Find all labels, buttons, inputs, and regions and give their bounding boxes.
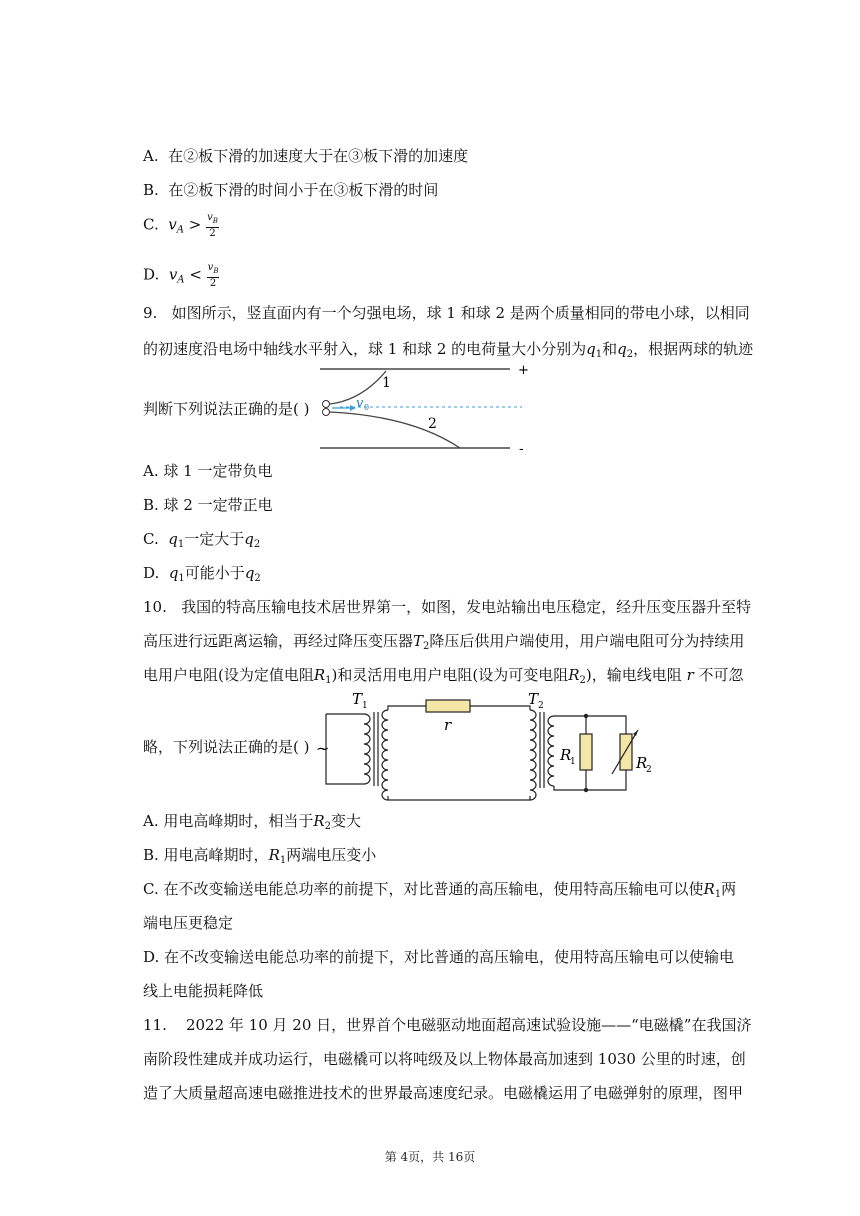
positive-plate-label: + <box>518 363 529 378</box>
svg-text:1: 1 <box>570 757 576 767</box>
t1-label: T <box>352 690 363 708</box>
q10-option-c-line1: C. 在不改变输送电能总功率的前提下，对比普通的高压输电，使用特高压输电可以使$R_1$两 <box>143 880 737 900</box>
q10-stem-line2: 高压进行远距离运输，再经过降压变压器$T_2$降压后供用户端使用，用户端电阻可分为持续用 <box>143 632 745 652</box>
q8-option-a: A. 在②板下滑的加速度大于在③板下滑的加速度 <box>143 147 469 165</box>
q11-stem-line3: 造了大质量超高速电磁推进技术的世界最高速度纪录。电磁橇运用了电磁弹射的原理，图甲 <box>143 1084 744 1102</box>
svg-text:1: 1 <box>362 701 368 711</box>
q9-stem-line3: 判断下列说法正确的是( ) <box>143 400 310 418</box>
q8-option-c: C. $v_A$ > $\frac{v_B}{2}$ <box>143 212 218 239</box>
v0-label: v <box>356 396 364 411</box>
q10-option-c-line2: 端电压更稳定 <box>143 914 234 932</box>
r1-label: R <box>560 746 572 764</box>
t2-label: T <box>528 690 539 708</box>
q10-option-a: A. 用电高峰期时，相当于$R_2$变大 <box>143 812 362 832</box>
q9-stem-line2: 的初速度沿电场中轴线水平射入，球 1 和球 2 的电荷量大小分别为$q_1$和$q_2$，根据两球的轨迹 <box>143 340 754 360</box>
q10-stem-line1: 10. 我国的特高压输电技术居世界第一，如图，发电站输出电压稳定，经升压变压器升至特 <box>143 598 752 616</box>
q10-option-d-line2: 线上电能损耗降低 <box>143 982 264 1000</box>
q10-transmission-circuit-figure <box>308 688 668 806</box>
ball-1-label: 1 <box>382 375 391 391</box>
q9-option-b: B. 球 2 一定带正电 <box>143 496 273 514</box>
q11-stem-line2: 南阶段性建成并成功运行，电磁橇可以将吨级及以上物体最高加速到 1030 公里的时速，创 <box>143 1050 746 1068</box>
q10-option-d-line1: D. 在不改变输送电能总功率的前提下，对比普通的高压输电，使用特高压输电可以使输电 <box>143 948 735 966</box>
page-footer: 第 4页，共 16页 <box>384 1150 476 1164</box>
svg-text:0: 0 <box>364 403 370 412</box>
q9-option-c: C. $q_1$一定大于$q_2$ <box>143 530 261 550</box>
fraction-vb-over-2: $\frac{v_B}{2}$ <box>207 262 219 289</box>
q10-option-b: B. 用电高峰期时，$R_1$两端电压变小 <box>143 846 377 866</box>
ac-source-symbol: ~ <box>316 739 330 758</box>
q9-electric-field-figure <box>300 360 540 460</box>
q9-option-d: D. $q_1$可能小于$q_2$ <box>143 564 261 584</box>
svg-text:2: 2 <box>646 765 652 775</box>
q10-stem-line4: 略，下列说法正确的是( ) <box>143 738 310 756</box>
negative-plate-label: - <box>519 442 524 457</box>
q9-option-a: A. 球 1 一定带负电 <box>143 462 273 480</box>
r-label: r <box>444 716 452 734</box>
q10-stem-line3: 电用户电阻(设为定值电阻$R_1$)和灵活用电用户电阻(设为可变电阻$R_2$)，输电线电阻 r 不可忽 <box>143 666 744 686</box>
r2-label: R <box>636 754 648 772</box>
ball-2-label: 2 <box>428 416 437 432</box>
q8-option-b: B. 在②板下滑的时间小于在③板下滑的时间 <box>143 181 439 199</box>
svg-text:2: 2 <box>538 701 544 711</box>
fraction-vb-over-2: $\frac{v_B}{2}$ <box>207 212 218 239</box>
q11-stem-line1: 11. 2022 年 10 月 20 日，世界首个电磁驱动地面超高速试验设施——“电磁橇”在我国济 <box>143 1016 752 1034</box>
q9-stem-line1: 9. 如图所示，竖直面内有一个匀强电场，球 1 和球 2 是两个质量相同的带电小球，以相同 <box>143 304 750 322</box>
q8-option-d: D. $v_A$ < $\frac{v_B}{2}$ <box>143 262 219 289</box>
